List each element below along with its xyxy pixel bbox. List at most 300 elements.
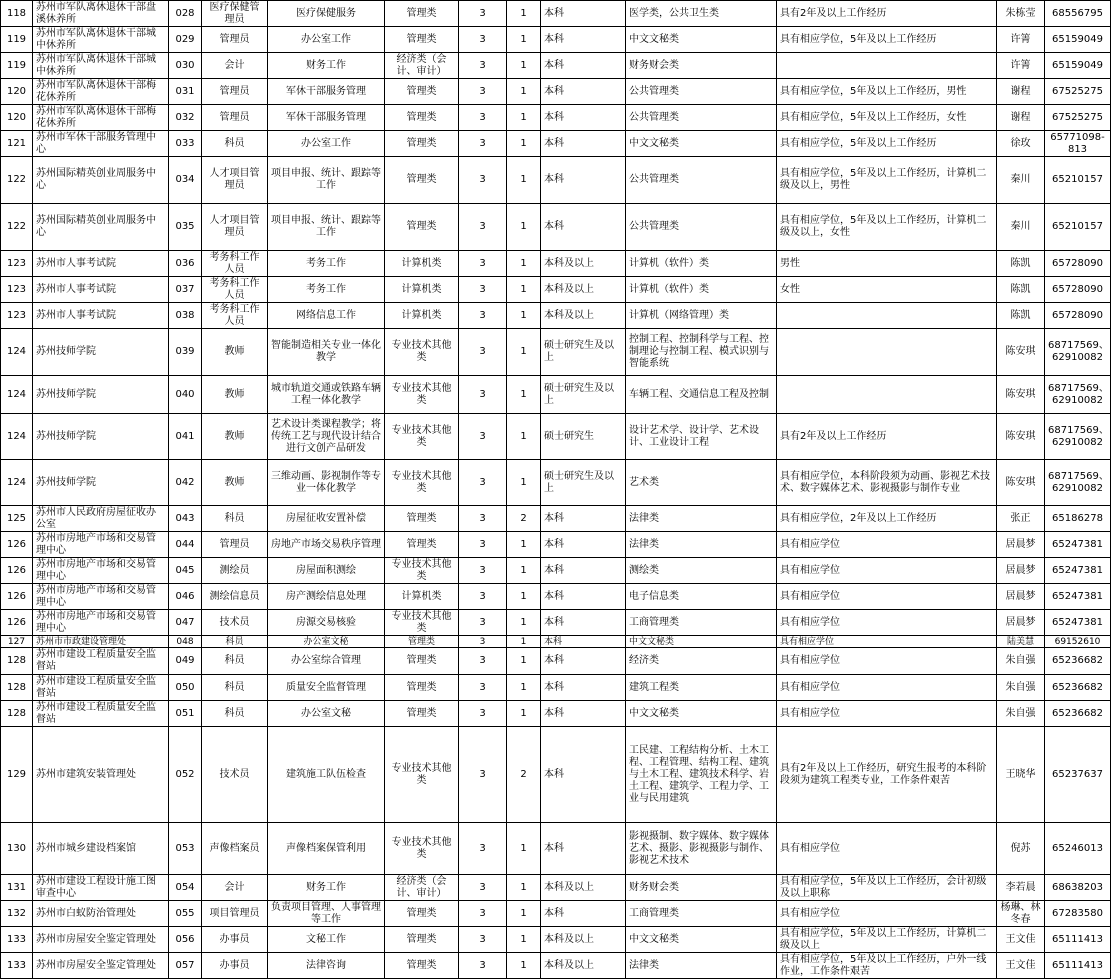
code-cell: 056 (169, 927, 202, 953)
table-row (1, 1, 1111, 27)
position-cell: 项目管理员 (202, 901, 268, 927)
level-cell: 3 (459, 157, 507, 204)
phone-cell: 65210157 (1045, 157, 1111, 204)
phone-cell: 65247381 (1045, 610, 1111, 636)
id-cell: 124 (1, 460, 33, 506)
code-cell: 035 (169, 204, 202, 251)
table-row (1, 376, 1111, 414)
id-cell: 119 (1, 27, 33, 53)
count-cell: 1 (507, 901, 541, 927)
other-cell: 具有相应学位，本科阶段须为动画、影视艺术技术、数字媒体艺术、影视摄影与制作专业 (777, 460, 997, 506)
level-cell: 3 (459, 460, 507, 506)
code-cell: 039 (169, 329, 202, 376)
duty-cell: 办公室综合管理 (268, 648, 385, 675)
category-cell: 管理类 (385, 506, 459, 532)
education-cell: 本科及以上 (541, 953, 626, 979)
id-cell: 120 (1, 79, 33, 105)
code-cell: 031 (169, 79, 202, 105)
contact-cell: 陆美慧 (997, 636, 1045, 648)
level-cell: 3 (459, 27, 507, 53)
table-row (1, 823, 1111, 875)
other-cell: 具有相应学位，5年及以上工作经历，计算机二级及以上 (777, 927, 997, 953)
unit-cell: 苏州市军休干部服务管理中心 (33, 131, 169, 157)
other-cell: 具有相应学位 (777, 901, 997, 927)
phone-cell: 65236682 (1045, 701, 1111, 727)
position-cell: 科员 (202, 648, 268, 675)
position-cell: 科员 (202, 636, 268, 648)
id-cell: 122 (1, 157, 33, 204)
major-cell: 财务财会类 (626, 875, 777, 901)
contact-cell: 秦川 (997, 204, 1045, 251)
code-cell: 038 (169, 303, 202, 329)
position-cell: 办事员 (202, 953, 268, 979)
education-cell: 本科 (541, 823, 626, 875)
category-cell: 专业技术其他类 (385, 823, 459, 875)
code-cell: 032 (169, 105, 202, 131)
other-cell: 具有2年及以上工作经历 (777, 1, 997, 27)
major-cell: 经济类 (626, 648, 777, 675)
education-cell: 本科 (541, 131, 626, 157)
position-cell: 办事员 (202, 927, 268, 953)
other-cell: 具有相应学位 (777, 532, 997, 558)
position-cell: 教师 (202, 376, 268, 414)
table-row (1, 79, 1111, 105)
other-cell: 具有相应学位 (777, 584, 997, 610)
unit-cell: 苏州市市政建设管理处 (33, 636, 169, 648)
phone-cell: 65237637 (1045, 727, 1111, 823)
education-cell: 本科 (541, 901, 626, 927)
duty-cell: 网络信息工作 (268, 303, 385, 329)
major-cell: 法律类 (626, 532, 777, 558)
other-cell (777, 376, 997, 414)
other-cell: 女性 (777, 277, 997, 303)
duty-cell: 项目申报、统计、跟踪等工作 (268, 204, 385, 251)
position-cell: 考务科工作人员 (202, 303, 268, 329)
category-cell: 经济类（会计、审计） (385, 53, 459, 79)
phone-cell: 65236682 (1045, 648, 1111, 675)
duty-cell: 房屋面积测绘 (268, 558, 385, 584)
contact-cell: 朱自强 (997, 675, 1045, 701)
level-cell: 3 (459, 875, 507, 901)
duty-cell: 房产测绘信息处理 (268, 584, 385, 610)
unit-cell: 苏州技师学院 (33, 329, 169, 376)
contact-cell: 陈凯 (997, 251, 1045, 277)
id-cell: 126 (1, 558, 33, 584)
category-cell: 管理类 (385, 701, 459, 727)
id-cell: 127 (1, 636, 33, 648)
unit-cell: 苏州市军队离休退休干部梅花休养所 (33, 79, 169, 105)
id-cell: 123 (1, 251, 33, 277)
major-cell: 中文文秘类 (626, 701, 777, 727)
table-row (1, 131, 1111, 157)
position-cell: 科员 (202, 506, 268, 532)
duty-cell: 法律咨询 (268, 953, 385, 979)
unit-cell: 苏州市军队离休退休干部城中休养所 (33, 27, 169, 53)
unit-cell: 苏州技师学院 (33, 414, 169, 460)
id-cell: 130 (1, 823, 33, 875)
contact-cell: 陈安琪 (997, 460, 1045, 506)
duty-cell: 考务工作 (268, 251, 385, 277)
table-row (1, 105, 1111, 131)
contact-cell: 秦川 (997, 157, 1045, 204)
phone-cell: 68717569、62910082 (1045, 329, 1111, 376)
code-cell: 047 (169, 610, 202, 636)
other-cell: 具有相应学位，5年及以上工作经历 (777, 131, 997, 157)
count-cell: 1 (507, 927, 541, 953)
contact-cell: 谢程 (997, 105, 1045, 131)
count-cell: 1 (507, 79, 541, 105)
duty-cell: 军休干部服务管理 (268, 105, 385, 131)
id-cell: 123 (1, 303, 33, 329)
id-cell: 119 (1, 53, 33, 79)
phone-cell: 68717569、62910082 (1045, 376, 1111, 414)
table-row (1, 329, 1111, 376)
other-cell: 具有相应学位，5年及以上工作经历，会计初级及以上职称 (777, 875, 997, 901)
id-cell: 129 (1, 727, 33, 823)
education-cell: 本科 (541, 701, 626, 727)
unit-cell: 苏州市人事考试院 (33, 277, 169, 303)
duty-cell: 房源交易核验 (268, 610, 385, 636)
education-cell: 本科 (541, 157, 626, 204)
count-cell: 1 (507, 823, 541, 875)
table-row (1, 927, 1111, 953)
duty-cell: 办公室文秘 (268, 701, 385, 727)
major-cell: 医学类，公共卫生类 (626, 1, 777, 27)
unit-cell: 苏州市房屋安全鉴定管理处 (33, 953, 169, 979)
position-cell: 测绘信息员 (202, 584, 268, 610)
position-cell: 管理员 (202, 79, 268, 105)
count-cell: 1 (507, 1, 541, 27)
phone-cell: 67283580 (1045, 901, 1111, 927)
position-cell: 技术员 (202, 727, 268, 823)
table-row (1, 506, 1111, 532)
id-cell: 120 (1, 105, 33, 131)
count-cell: 2 (507, 506, 541, 532)
phone-cell: 65247381 (1045, 584, 1111, 610)
phone-cell: 65247381 (1045, 532, 1111, 558)
position-cell: 声像档案员 (202, 823, 268, 875)
duty-cell: 房地产市场交易秩序管理 (268, 532, 385, 558)
id-cell: 126 (1, 610, 33, 636)
table-row (1, 648, 1111, 675)
table-row (1, 584, 1111, 610)
code-cell: 050 (169, 675, 202, 701)
id-cell: 122 (1, 204, 33, 251)
level-cell: 3 (459, 79, 507, 105)
duty-cell: 办公室工作 (268, 27, 385, 53)
level-cell: 3 (459, 636, 507, 648)
other-cell: 具有相应学位，2年及以上工作经历 (777, 506, 997, 532)
duty-cell: 军休干部服务管理 (268, 79, 385, 105)
phone-cell: 65728090 (1045, 251, 1111, 277)
duty-cell: 医疗保健服务 (268, 1, 385, 27)
category-cell: 专业技术其他类 (385, 727, 459, 823)
position-cell: 教师 (202, 329, 268, 376)
level-cell: 3 (459, 927, 507, 953)
unit-cell: 苏州国际精英创业周服务中心 (33, 204, 169, 251)
id-cell: 121 (1, 131, 33, 157)
category-cell: 管理类 (385, 79, 459, 105)
code-cell: 053 (169, 823, 202, 875)
category-cell: 管理类 (385, 157, 459, 204)
other-cell: 具有相应学位，5年及以上工作经历，户外一线作业，工作条件艰苦 (777, 953, 997, 979)
count-cell: 1 (507, 414, 541, 460)
duty-cell: 三维动画、影视制作等专业一体化教学 (268, 460, 385, 506)
count-cell: 1 (507, 636, 541, 648)
education-cell: 本科 (541, 27, 626, 53)
education-cell: 硕士研究生 (541, 414, 626, 460)
count-cell: 1 (507, 157, 541, 204)
table-row (1, 460, 1111, 506)
level-cell: 3 (459, 727, 507, 823)
count-cell: 1 (507, 875, 541, 901)
major-cell: 公共管理类 (626, 79, 777, 105)
contact-cell: 陈安琪 (997, 329, 1045, 376)
code-cell: 045 (169, 558, 202, 584)
id-cell: 118 (1, 1, 33, 27)
count-cell: 1 (507, 610, 541, 636)
level-cell: 3 (459, 506, 507, 532)
position-cell: 技术员 (202, 610, 268, 636)
level-cell: 3 (459, 532, 507, 558)
category-cell: 管理类 (385, 27, 459, 53)
table-row (1, 636, 1111, 648)
other-cell: 具有相应学位 (777, 648, 997, 675)
count-cell: 2 (507, 727, 541, 823)
code-cell: 048 (169, 636, 202, 648)
category-cell: 专业技术其他类 (385, 329, 459, 376)
level-cell: 3 (459, 823, 507, 875)
other-cell: 具有2年及以上工作经历，研究生报考的本科阶段须为建筑工程类专业，工作条件艰苦 (777, 727, 997, 823)
code-cell: 036 (169, 251, 202, 277)
major-cell: 法律类 (626, 506, 777, 532)
unit-cell: 苏州市房地产市场和交易管理中心 (33, 610, 169, 636)
education-cell: 本科 (541, 204, 626, 251)
table-row (1, 204, 1111, 251)
category-cell: 专业技术其他类 (385, 460, 459, 506)
category-cell: 计算机类 (385, 584, 459, 610)
table-row (1, 53, 1111, 79)
phone-cell: 68717569、62910082 (1045, 460, 1111, 506)
contact-cell: 王晓华 (997, 727, 1045, 823)
contact-cell: 居晨梦 (997, 610, 1045, 636)
duty-cell: 质量安全监督管理 (268, 675, 385, 701)
id-cell: 124 (1, 376, 33, 414)
position-cell: 科员 (202, 131, 268, 157)
code-cell: 043 (169, 506, 202, 532)
position-cell: 科员 (202, 701, 268, 727)
contact-cell: 谢程 (997, 79, 1045, 105)
major-cell: 测绘类 (626, 558, 777, 584)
count-cell: 1 (507, 27, 541, 53)
education-cell: 本科 (541, 727, 626, 823)
education-cell: 硕士研究生及以上 (541, 329, 626, 376)
duty-cell: 建筑施工队伍检查 (268, 727, 385, 823)
education-cell: 本科 (541, 1, 626, 27)
count-cell: 1 (507, 376, 541, 414)
education-cell: 本科及以上 (541, 277, 626, 303)
other-cell: 具有相应学位，5年及以上工作经历 (777, 27, 997, 53)
category-cell: 管理类 (385, 131, 459, 157)
category-cell: 计算机类 (385, 303, 459, 329)
category-cell: 计算机类 (385, 277, 459, 303)
category-cell: 管理类 (385, 636, 459, 648)
code-cell: 044 (169, 532, 202, 558)
count-cell: 1 (507, 53, 541, 79)
category-cell: 计算机类 (385, 251, 459, 277)
count-cell: 1 (507, 648, 541, 675)
duty-cell: 文秘工作 (268, 927, 385, 953)
table-row (1, 875, 1111, 901)
duty-cell: 负责项目管理、人事管理等工作 (268, 901, 385, 927)
major-cell: 建筑工程类 (626, 675, 777, 701)
phone-cell: 65111413 (1045, 953, 1111, 979)
count-cell: 1 (507, 204, 541, 251)
category-cell: 专业技术其他类 (385, 558, 459, 584)
duty-cell: 财务工作 (268, 53, 385, 79)
contact-cell: 朱自强 (997, 648, 1045, 675)
table-row (1, 303, 1111, 329)
phone-cell: 65159049 (1045, 27, 1111, 53)
count-cell: 1 (507, 303, 541, 329)
education-cell: 本科 (541, 53, 626, 79)
id-cell: 128 (1, 648, 33, 675)
code-cell: 034 (169, 157, 202, 204)
phone-cell: 68638203 (1045, 875, 1111, 901)
count-cell: 1 (507, 584, 541, 610)
education-cell: 本科 (541, 675, 626, 701)
level-cell: 3 (459, 204, 507, 251)
phone-cell: 65728090 (1045, 277, 1111, 303)
code-cell: 042 (169, 460, 202, 506)
level-cell: 3 (459, 558, 507, 584)
education-cell: 本科 (541, 636, 626, 648)
contact-cell: 朱自强 (997, 701, 1045, 727)
unit-cell: 苏州技师学院 (33, 460, 169, 506)
major-cell: 法律类 (626, 953, 777, 979)
contact-cell: 杨琳、林冬春 (997, 901, 1045, 927)
major-cell: 艺术类 (626, 460, 777, 506)
level-cell: 3 (459, 277, 507, 303)
unit-cell: 苏州市人事考试院 (33, 251, 169, 277)
education-cell: 硕士研究生及以上 (541, 376, 626, 414)
position-cell: 管理员 (202, 105, 268, 131)
unit-cell: 苏州市人事考试院 (33, 303, 169, 329)
contact-cell: 李若晨 (997, 875, 1045, 901)
code-cell: 037 (169, 277, 202, 303)
major-cell: 影视摄制、数字媒体、数字媒体艺术、摄影、影视摄影与制作、影视艺术技术 (626, 823, 777, 875)
unit-cell: 苏州市军队离休退休干部盘溪休养所 (33, 1, 169, 27)
table-row (1, 558, 1111, 584)
code-cell: 054 (169, 875, 202, 901)
code-cell: 028 (169, 1, 202, 27)
major-cell: 中文文秘类 (626, 27, 777, 53)
major-cell: 工商管理类 (626, 901, 777, 927)
other-cell: 具有2年及以上工作经历 (777, 414, 997, 460)
table-row (1, 414, 1111, 460)
category-cell: 管理类 (385, 901, 459, 927)
other-cell (777, 303, 997, 329)
code-cell: 040 (169, 376, 202, 414)
contact-cell: 陈安琪 (997, 414, 1045, 460)
contact-cell: 陈安琪 (997, 376, 1045, 414)
level-cell: 3 (459, 610, 507, 636)
unit-cell: 苏州市建设工程设计施工图审查中心 (33, 875, 169, 901)
other-cell: 具有相应学位，5年及以上工作经历，男性 (777, 79, 997, 105)
category-cell: 管理类 (385, 675, 459, 701)
count-cell: 1 (507, 105, 541, 131)
contact-cell: 徐玫 (997, 131, 1045, 157)
major-cell: 中文文秘类 (626, 927, 777, 953)
education-cell: 本科及以上 (541, 251, 626, 277)
unit-cell: 苏州国际精英创业周服务中心 (33, 157, 169, 204)
level-cell: 3 (459, 414, 507, 460)
contact-cell: 倪苏 (997, 823, 1045, 875)
contact-cell: 陈凯 (997, 277, 1045, 303)
contact-cell: 许箐 (997, 27, 1045, 53)
education-cell: 硕士研究生及以上 (541, 460, 626, 506)
level-cell: 3 (459, 131, 507, 157)
category-cell: 管理类 (385, 532, 459, 558)
other-cell: 男性 (777, 251, 997, 277)
education-cell: 本科 (541, 532, 626, 558)
unit-cell: 苏州市军队离休退休干部梅花休养所 (33, 105, 169, 131)
table-row (1, 953, 1111, 979)
other-cell: 具有相应学位，5年及以上工作经历，计算机二级及以上，女性 (777, 204, 997, 251)
major-cell: 公共管理类 (626, 157, 777, 204)
level-cell: 3 (459, 376, 507, 414)
unit-cell: 苏州市房地产市场和交易管理中心 (33, 532, 169, 558)
code-cell: 049 (169, 648, 202, 675)
unit-cell: 苏州市军队离休退休干部城中休养所 (33, 53, 169, 79)
major-cell: 控制工程、控制科学与工程、控制理论与控制工程、模式识别与智能系统 (626, 329, 777, 376)
table-row (1, 901, 1111, 927)
other-cell: 具有相应学位 (777, 675, 997, 701)
table-row (1, 532, 1111, 558)
position-cell: 医疗保健管理员 (202, 1, 268, 27)
position-cell: 考务科工作人员 (202, 277, 268, 303)
phone-cell: 68556795 (1045, 1, 1111, 27)
contact-cell: 陈凯 (997, 303, 1045, 329)
unit-cell: 苏州市城乡建设档案馆 (33, 823, 169, 875)
phone-cell: 65210157 (1045, 204, 1111, 251)
phone-cell: 65186278 (1045, 506, 1111, 532)
id-cell: 133 (1, 953, 33, 979)
duty-cell: 智能制造相关专业一体化教学 (268, 329, 385, 376)
table-row (1, 251, 1111, 277)
table-row (1, 701, 1111, 727)
position-cell: 测绘员 (202, 558, 268, 584)
unit-cell: 苏州市建设工程质量安全监督站 (33, 648, 169, 675)
code-cell: 030 (169, 53, 202, 79)
level-cell: 3 (459, 53, 507, 79)
education-cell: 本科 (541, 506, 626, 532)
position-cell: 管理员 (202, 532, 268, 558)
contact-cell: 张正 (997, 506, 1045, 532)
position-cell: 人才项目管理员 (202, 204, 268, 251)
unit-cell: 苏州市房屋安全鉴定管理处 (33, 927, 169, 953)
table-row (1, 157, 1111, 204)
contact-cell: 王文佳 (997, 953, 1045, 979)
other-cell: 具有相应学位 (777, 701, 997, 727)
other-cell: 具有相应学位 (777, 558, 997, 584)
unit-cell: 苏州市白蚁防治管理处 (33, 901, 169, 927)
major-cell: 设计艺术学、设计学、艺术设计、工业设计工程 (626, 414, 777, 460)
phone-cell: 65246013 (1045, 823, 1111, 875)
id-cell: 133 (1, 927, 33, 953)
code-cell: 041 (169, 414, 202, 460)
category-cell: 专业技术其他类 (385, 610, 459, 636)
